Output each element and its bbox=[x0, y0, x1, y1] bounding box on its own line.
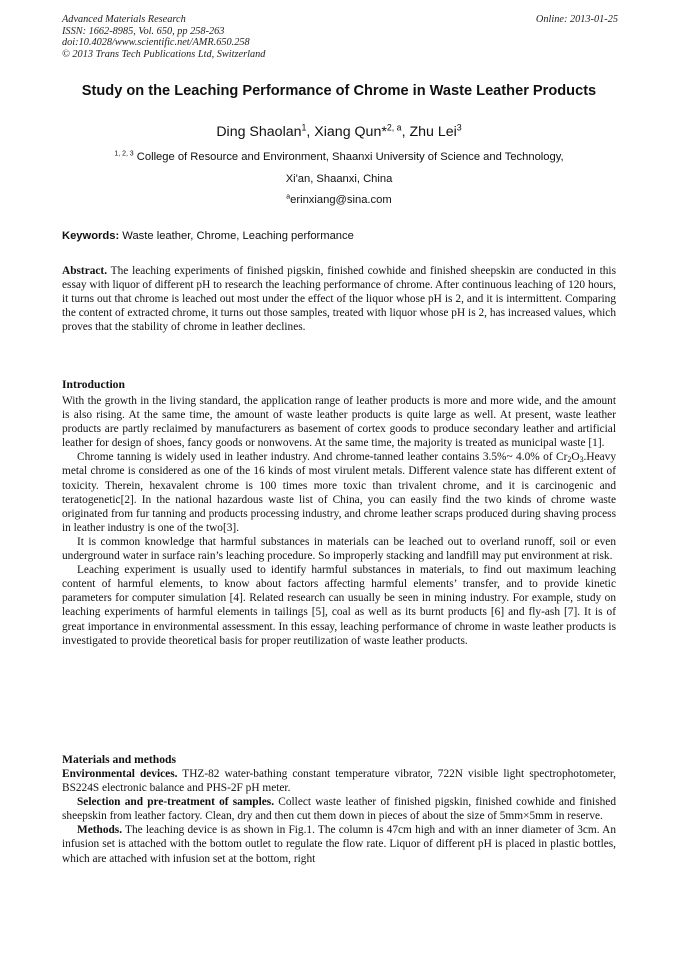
paragraph: With the growth in the living standard, the application range of leather products is more and more wide, and the amount is also rising. At the same time, the amount of waste leather products is quite large as well. At present, waste leather products are partly reclaimed by manufacturers as basement of cortex goods to produce secondary leather and artificial leather for design of shoes, fancy goods or nonwovens. At the same time, the majority is treated as municipal waste [1]. bbox=[62, 395, 616, 450]
selection-label: Selection and pre-treatment of samples. bbox=[77, 796, 275, 809]
author-separator: , bbox=[306, 124, 315, 140]
introduction-section bbox=[62, 378, 616, 648]
copyright-line: © 2013 Trans Tech Publications Ltd, Switzerland bbox=[62, 48, 266, 60]
author-separator: , bbox=[401, 124, 410, 140]
keywords-text: Waste leather, Chrome, Leaching performance bbox=[119, 230, 354, 242]
keywords-label: Keywords: bbox=[62, 230, 120, 242]
section-heading-introduction: Introduction bbox=[62, 378, 125, 391]
journal-header bbox=[62, 14, 618, 60]
paragraph-text: O bbox=[571, 451, 580, 464]
methods-text: The leaching device is as shown in Fig.1. The column is 47cm high and with an inner diameter of 3cm. An infusion set is attached with the bottom outlet to regulate the flow rate. Liquor of different pH is placed in plastic bottles, which are attached with infusion set at the bottom, right bbox=[62, 824, 616, 865]
paper-title: Study on the Leaching Performance of Chrome in Waste Leather Products bbox=[81, 83, 597, 99]
author-affil-mark: 1 bbox=[301, 122, 307, 133]
author-name: Ding Shaolan bbox=[216, 124, 302, 140]
email-address: erinxiang@sina.com bbox=[290, 194, 392, 206]
author-name: Zhu Lei bbox=[409, 124, 457, 140]
affiliation-line-1 bbox=[62, 150, 616, 164]
abstract bbox=[62, 264, 616, 334]
email-line bbox=[62, 193, 616, 207]
paragraph bbox=[62, 767, 616, 795]
section-heading-methods: Materials and methods bbox=[62, 753, 177, 766]
paragraph bbox=[62, 795, 616, 823]
affiliation-mark: 1, 2, 3 bbox=[114, 150, 134, 158]
issn-line: ISSN: 1662-8985, Vol. 650, pp 258-263 bbox=[62, 25, 225, 37]
paragraph: It is common knowledge that harmful substances in materials can be leached out to overland runoff, soil or even underground water in surface rain’s leaching procedure. So improperly stacking and landfill may put environment at risk. bbox=[62, 535, 616, 563]
author-list bbox=[62, 123, 616, 141]
abstract-label: Abstract. bbox=[62, 265, 108, 277]
author-affil-mark: 2, a bbox=[386, 122, 402, 133]
affiliation-line-2: Xi'an, Shaanxi, China bbox=[285, 173, 393, 185]
email-mark: a bbox=[286, 193, 291, 201]
paragraph bbox=[62, 450, 616, 535]
devices-text: THZ-82 water-bathing constant temperature vibrator, 722N visible light spectrophotometer, BS224S electronic balance and PHS-2F pH meter. bbox=[62, 768, 616, 795]
doi-line: doi:10.4028/www.scientific.net/AMR.650.258 bbox=[62, 37, 250, 49]
paragraph: Leaching experiment is usually used to identify harmful substances in materials, to find out maximum leaching content of harmful elements, to know about factors affecting harmful elements’ transfer, and to provide kinetic parameters for computer simulation [4]. Related research can usually be seen in mining industry. For example, study on leaching experiments of harmful elements in tailings [5], coal as well as its burnt products [6] and fly-ash [7]. It is of great importance in environmental assessment. In this essay, leaching performance of chrome in waste leather products is investigated to provide theoretical basis for proper reutilization of waste leather products. bbox=[62, 564, 616, 647]
paragraph-text: .Heavy metal chrome is considered as one of the 16 kinds of most virulent metals. Different valence state has different extent of toxicity. Therein, hexavalent chrome is 100 times more toxic than trivalent chrome, and it is carcinogenic and teratogenetic[2]. In the national hazardous waste list of China, you can easily find the two kinds of chrome waste originated from fur tanning and products processing industry, and chrome leather scraps produced during shaving process in leather industry is one of the two[3]. bbox=[62, 451, 616, 534]
keywords bbox=[62, 229, 616, 243]
subscript: 3 bbox=[579, 455, 584, 465]
devices-label: Environmental devices. bbox=[62, 768, 178, 780]
methods-label: Methods. bbox=[77, 824, 123, 837]
author-name: Xiang Qun* bbox=[314, 124, 387, 140]
selection-text: Collect waste leather of finished pigskin, finished cowhide and finished sheepskin from leather factory. Clean, dry and then cut them down in pieces of about the size of 5mm×5mm in reserve. bbox=[62, 796, 616, 823]
abstract-text: The leaching experiments of finished pigskin, finished cowhide and finished sheepskin are conducted in this essay with liquor of different pH to research the leaching performance of chrome. After continuous leaching of 120 hours, it turns out that chrome is leached out most under the effect of the liquor whose pH is 2, and it is intermittent. Comparing the content of extracted chrome, it turns out those samples, treated with liquor whose pH is 2, has increased values, which proves that the stability of chrome in leather declines. bbox=[62, 265, 616, 334]
author-affil-mark: 3 bbox=[456, 122, 462, 133]
subscript: 2 bbox=[567, 455, 572, 465]
methods-section bbox=[62, 753, 616, 866]
journal-name: Advanced Materials Research bbox=[62, 14, 186, 25]
online-date: Online: 2013-01-25 bbox=[535, 14, 618, 25]
affiliation-text: College of Resource and Environment, Shaanxi University of Science and Technology, bbox=[136, 151, 564, 163]
paragraph bbox=[62, 823, 616, 865]
paragraph-text: Chrome tanning is widely used in leather industry. And chrome-tanned leather contains 3.5%~ 4.0% of Cr bbox=[77, 451, 568, 464]
